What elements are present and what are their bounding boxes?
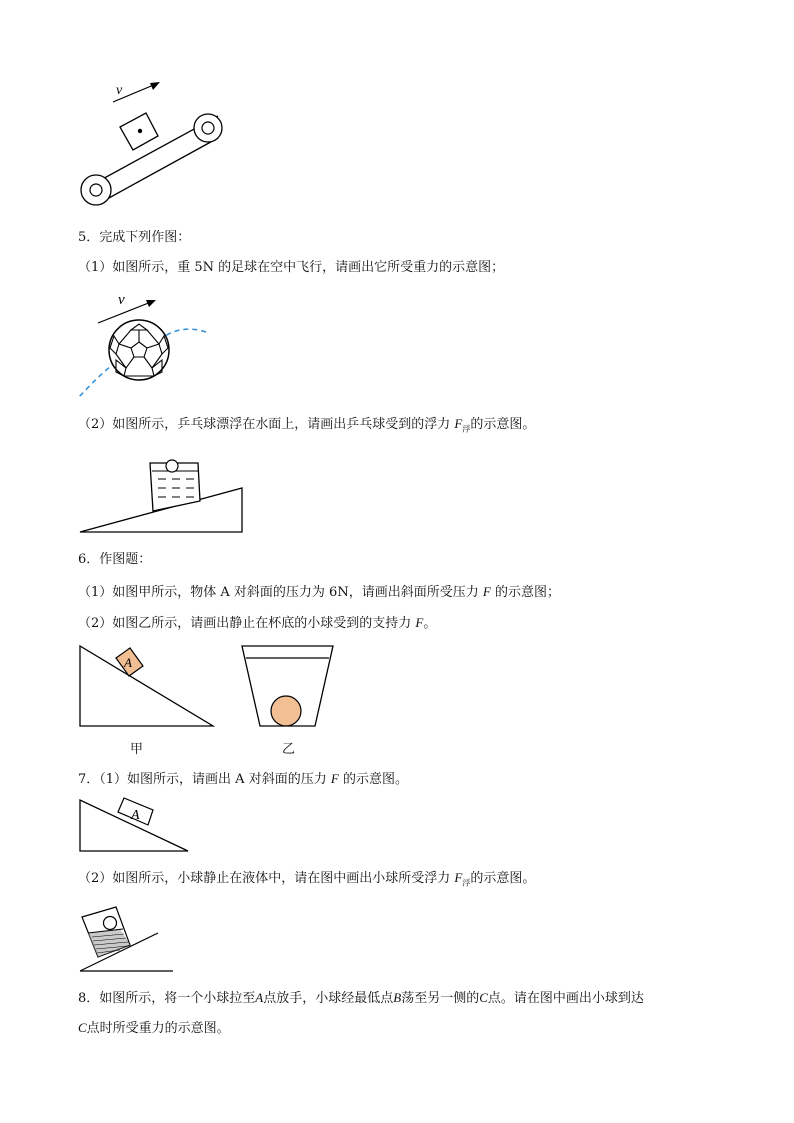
q6-part1: （1）如图甲所示，物体 A 对斜面的压力为 6N，请画出斜面所受压力 F 的示意图；: [78, 584, 560, 600]
q8-line2: C点时所受重力的示意图。: [78, 1020, 230, 1036]
caption-jia: 甲: [130, 742, 144, 757]
cup-yi-figure: [240, 644, 335, 728]
block-a-label: A: [124, 655, 132, 670]
block-a-label: A: [131, 808, 140, 823]
velocity-label: v: [118, 292, 125, 308]
q6-heading: 6．作图题：: [78, 552, 152, 567]
cup-on-incline-figure: [78, 905, 178, 975]
q6-part2: （2）如图乙所示，请画出静止在杯底的小球受到的支持力 F。: [78, 615, 437, 631]
incline-jia-figure: [78, 644, 218, 728]
incline-block-figure: [78, 797, 193, 855]
football-figure: [78, 290, 218, 400]
caption-yi: 乙: [282, 742, 296, 757]
q5-part1: （1）如图所示，重 5N 的足球在空中飞行，请画出它所受重力的示意图；: [78, 260, 505, 275]
q8-line1: 8．如图所示，将一个小球拉至A点放手，小球经最低点B荡至另一侧的C点。请在图中画出小球到达: [78, 990, 644, 1006]
pingpong-incline-figure: [78, 455, 248, 535]
q5-part2: （2）如图所示，乒乓球漂浮在水面上，请画出乒乓球受到的浮力 $F_浮$的示意图。: [78, 416, 536, 434]
conveyor-belt-figure: [78, 80, 228, 210]
q5-heading: 5．完成下列作图：: [78, 230, 191, 245]
q7-part2: （2）如图所示，小球静止在液体中，请在图中画出小球所受浮力 $F_浮$的示意图。: [78, 870, 536, 888]
q7-part1: 7．（1）如图所示，请画出 A 对斜面的压力 F 的示意图。: [78, 771, 408, 787]
velocity-label: v: [116, 83, 123, 98]
